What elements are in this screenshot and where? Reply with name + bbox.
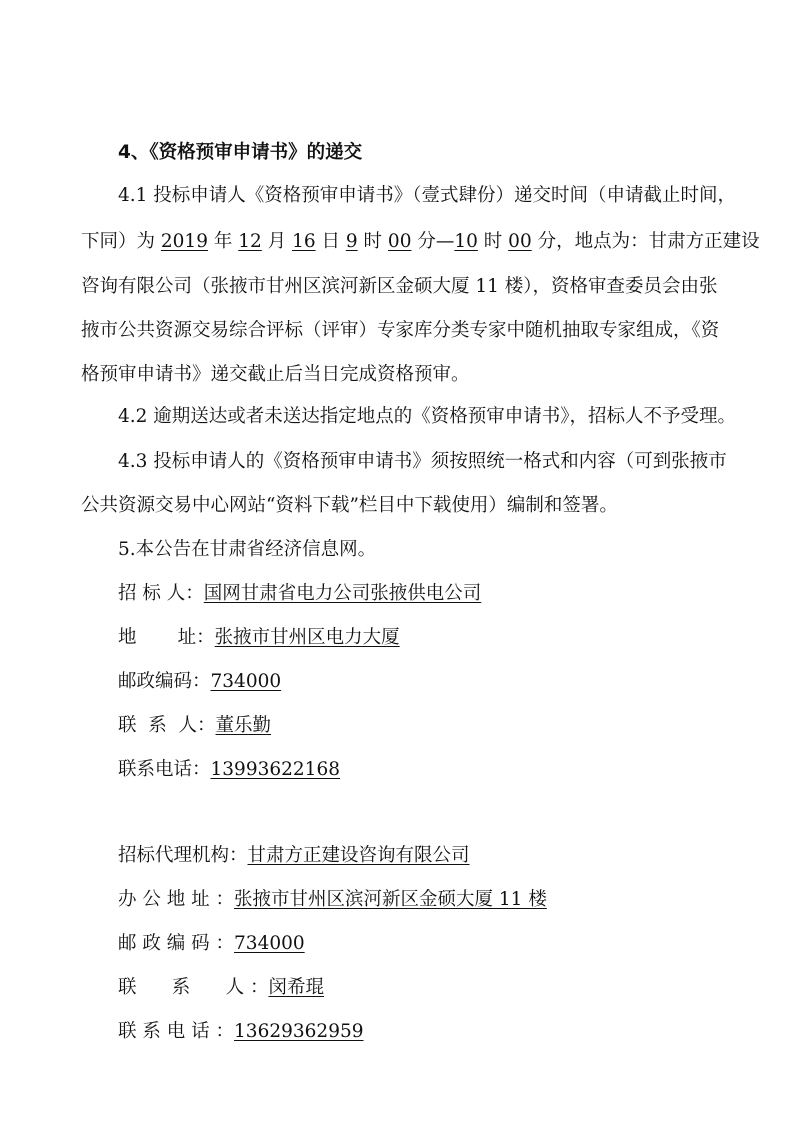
- tenderer-contact: 董乐勤: [215, 715, 272, 736]
- start-hour: 9: [345, 231, 358, 252]
- tenderer-phone-row: 联系电话：13993622168: [118, 759, 340, 780]
- agent-address-row: 办 公 地 址 ：张掖市甘州区滨河新区金硕大厦 11 楼: [118, 889, 547, 910]
- tenderer-phone: 13993622168: [210, 759, 340, 780]
- section-heading: 4、《资格预审申请书》的递交: [118, 142, 363, 163]
- p41-line4: 掖市公共资源交易综合评标（评审）专家库分类专家中随机抽取专家组成，《资: [81, 320, 720, 341]
- tenderer-address-row: 地 址：张掖市甘州区电力大厦: [118, 627, 400, 648]
- tenderer-contact-row: 联 系 人：董乐勤: [118, 715, 272, 736]
- tenderer-name: 国网甘肃省电力公司张掖供电公司: [203, 583, 482, 604]
- start-minute: 00: [387, 231, 412, 252]
- agent-zip: 734000: [234, 933, 305, 954]
- end-minute: 00: [508, 231, 532, 252]
- agent-name: 甘肃方正建设咨询有限公司: [247, 845, 470, 866]
- tenderer-zip: 734000: [210, 671, 282, 692]
- p43-line1: 4.3 投标申请人的《资格预审申请书》须按照统一格式和内容（可到张掖市: [118, 451, 727, 472]
- p42-line: 4.2 逾期送达或者未送达指定地点的《资格预审申请书》，招标人不予受理。: [118, 406, 737, 427]
- p5-line: 5.本公告在甘肃省经济信息网。: [118, 539, 377, 560]
- agent-zip-row: 邮 政 编 码 ：734000: [118, 933, 305, 954]
- p41-line5: 格预审申请书》递交截止后当日完成资格预审。: [81, 364, 470, 385]
- p41-line2: 下同）为 2019 年 12 月 16 日 9 时 00 分—10 时 00 分，地点为：甘肃方正建设: [81, 231, 760, 252]
- p43-line2: 公共资源交易中心网站“资料下载”栏目中下载使用）编制和签署。: [81, 495, 618, 516]
- deadline-year: 2019: [160, 231, 208, 252]
- tenderer-name-row: 招 标 人：国网甘肃省电力公司张掖供电公司: [118, 583, 482, 604]
- agent-contact: 闵希琨: [268, 977, 324, 998]
- tenderer-zip-row: 邮政编码：734000: [118, 671, 282, 692]
- agent-name-row: 招标代理机构：甘肃方正建设咨询有限公司: [118, 845, 470, 866]
- end-hour: 10: [454, 231, 478, 252]
- tenderer-address: 张掖市甘州区电力大厦: [214, 627, 400, 648]
- agent-phone: 13629362959: [234, 1021, 364, 1042]
- p41-line1: 4.1 投标申请人《资格预审申请书》（壹式肆份）递交时间（申请截止时间，: [118, 185, 737, 206]
- agent-contact-row: 联 系 人 ：闵希琨: [118, 977, 324, 998]
- deadline-day: 16: [292, 231, 316, 252]
- agent-address: 张掖市甘州区滨河新区金硕大厦 11 楼: [234, 889, 547, 910]
- agent-phone-row: 联 系 电 话 ：13629362959: [118, 1021, 364, 1042]
- deadline-month: 12: [238, 231, 262, 252]
- p41-line3: 咨询有限公司（张掖市甘州区滨河新区金硕大厦 11 楼），资格审查委员会由张: [81, 276, 718, 297]
